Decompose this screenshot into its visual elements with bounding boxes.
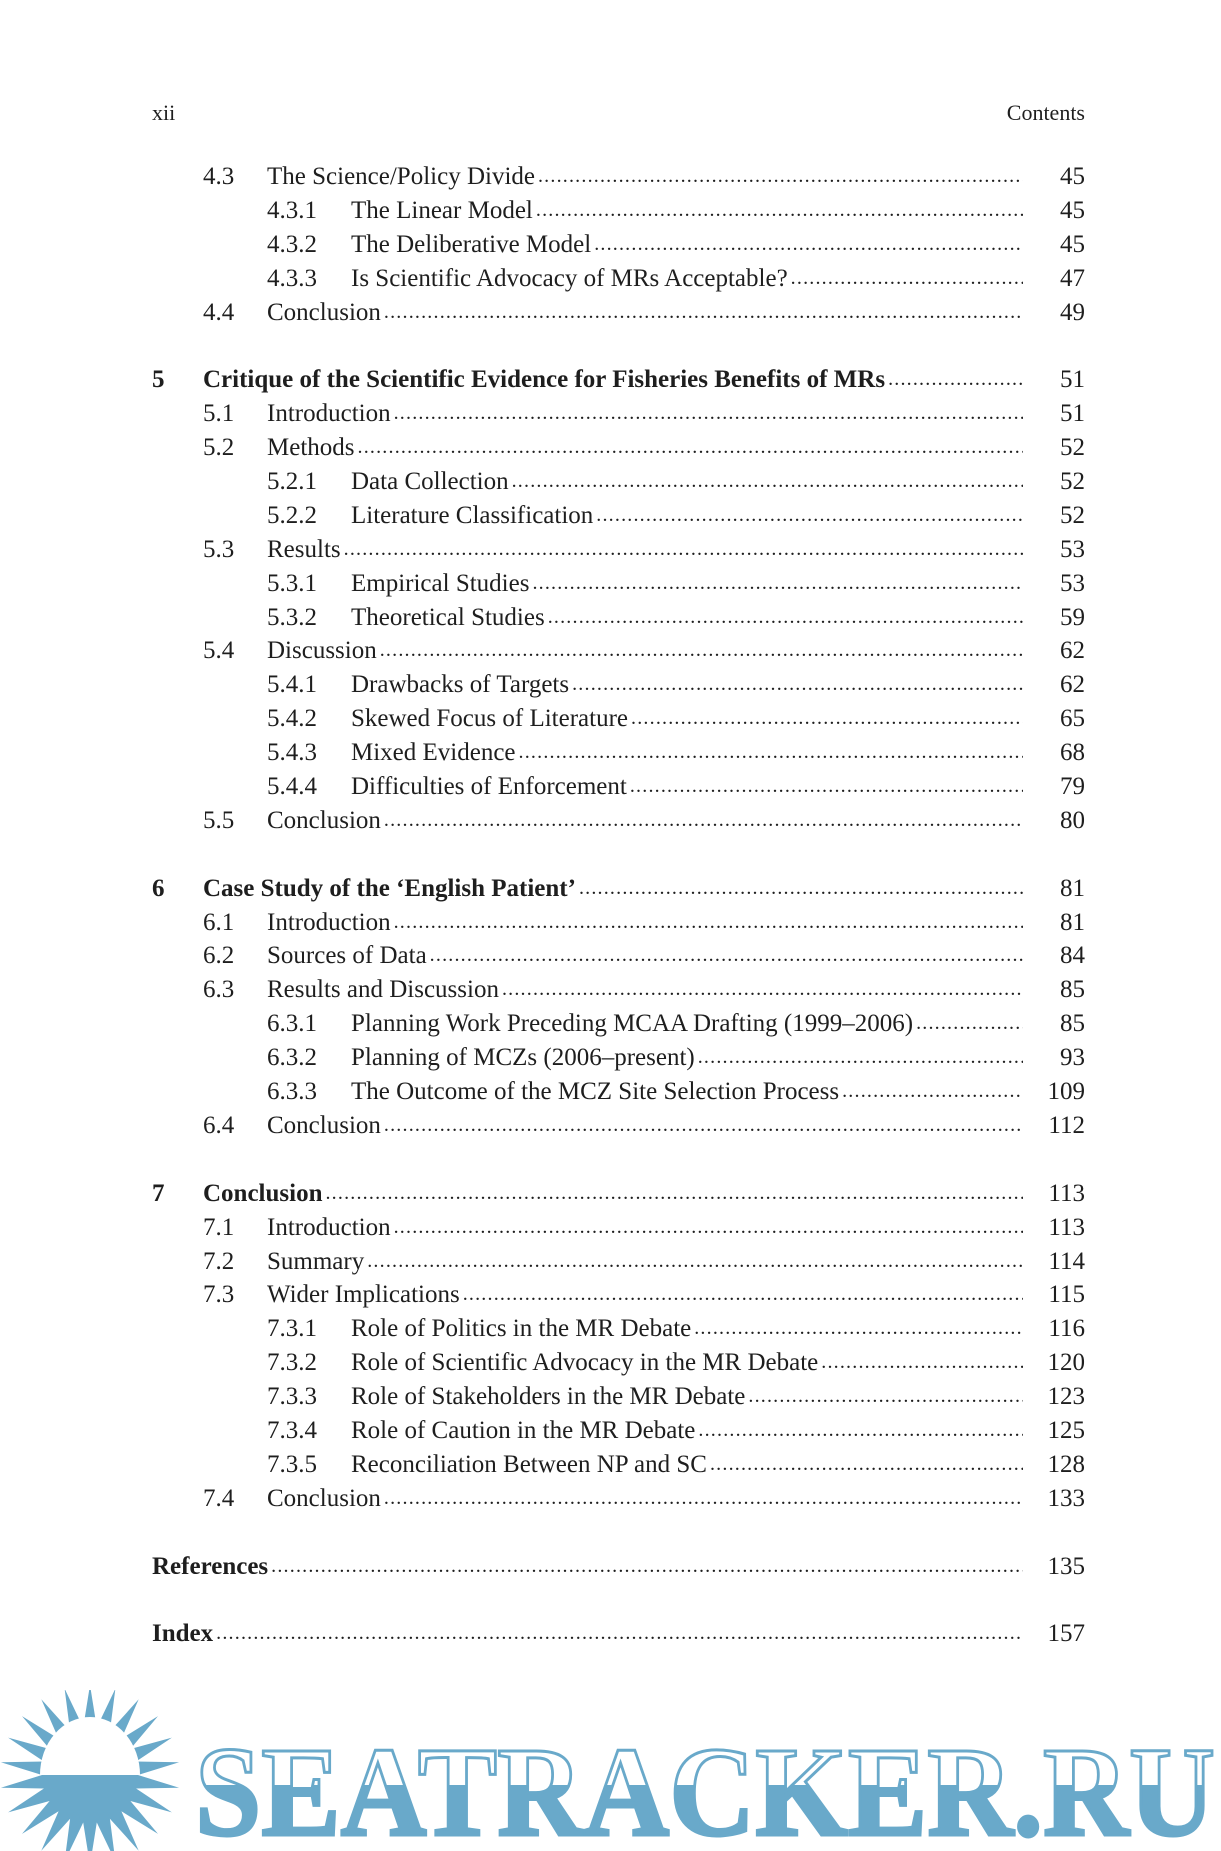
toc-entry-subsection[interactable]: [0, 567, 1221, 601]
entry-title[interactable]: Literature Classification: [351, 501, 594, 529]
entry-number: 7.3.1: [267, 1315, 317, 1343]
entry-page: 109: [1047, 1078, 1085, 1106]
toc-entry-section[interactable]: [0, 973, 1221, 1007]
entry-page: 45: [1060, 163, 1085, 190]
entry-page: 125: [1047, 1416, 1085, 1444]
toc-entry-back[interactable]: [0, 1550, 1221, 1584]
dot-leader: [384, 1109, 1023, 1143]
entry-page: 51: [1060, 400, 1085, 428]
dot-leader: [916, 1007, 1023, 1041]
dot-leader: [821, 1346, 1023, 1380]
entry-number: 4.3.3: [267, 264, 317, 292]
entry-number: 7: [152, 1179, 165, 1207]
toc-entry-section[interactable]: [0, 160, 1221, 194]
dot-leader: [344, 533, 1023, 567]
entry-page: 128: [1047, 1450, 1085, 1478]
toc-entry-back[interactable]: [0, 1617, 1221, 1651]
entry-title[interactable]: Introduction: [267, 1213, 391, 1241]
entry-title[interactable]: Role of Scientific Advocacy in the MR Debate: [351, 1349, 819, 1377]
entry-number: 7.3.4: [267, 1416, 317, 1444]
entry-title[interactable]: Index: [152, 1620, 214, 1648]
dot-leader: [572, 668, 1023, 702]
toc-entry-subsection[interactable]: [0, 1346, 1221, 1380]
dot-leader: [463, 1278, 1023, 1312]
entry-title[interactable]: Summary: [267, 1247, 365, 1275]
entry-title[interactable]: The Outcome of the MCZ Site Selection Process: [351, 1078, 840, 1106]
entry-number: 5.1: [203, 400, 235, 428]
entry-number: 7.1: [203, 1213, 235, 1241]
entry-title[interactable]: Sources of Data: [267, 942, 427, 970]
entry-title[interactable]: Methods: [267, 434, 355, 462]
entry-title[interactable]: Planning of MCZs (2006–present): [351, 1044, 695, 1072]
dot-leader: [271, 1550, 1023, 1584]
entry-page: 53: [1060, 535, 1085, 563]
entry-number: 5.4: [203, 637, 235, 665]
entry-title[interactable]: Conclusion: [267, 1484, 381, 1512]
toc-entry-section[interactable]: [0, 1109, 1221, 1143]
entry-page: 85: [1060, 1010, 1085, 1038]
entry-page: 47: [1060, 264, 1085, 292]
entry-page: 62: [1060, 671, 1085, 699]
entry-title[interactable]: Planning Work Preceding MCAA Drafting (1999–2006): [351, 1010, 914, 1038]
dot-leader: [842, 1075, 1023, 1109]
entry-number: 5.2.1: [267, 468, 317, 496]
running-title: Contents: [1006, 100, 1085, 125]
toc-entry-section[interactable]: [0, 939, 1221, 973]
entry-title[interactable]: Conclusion: [267, 806, 381, 834]
dot-leader: [596, 499, 1023, 533]
toc-entry-section[interactable]: [0, 296, 1221, 330]
entry-title[interactable]: The Deliberative Model: [351, 230, 592, 258]
entry-number: 6.4: [203, 1111, 235, 1139]
toc-entry-section[interactable]: [0, 1482, 1221, 1516]
toc-entry-subsection[interactable]: [0, 736, 1221, 770]
toc-entry-subsection[interactable]: [0, 1380, 1221, 1414]
entry-page: 123: [1047, 1383, 1085, 1411]
toc-entry-section[interactable]: [0, 906, 1221, 940]
entry-number: 6.3: [203, 976, 235, 1004]
entry-page: 45: [1060, 196, 1085, 224]
toc-entry-subsection[interactable]: [0, 465, 1221, 499]
dot-leader: [748, 1380, 1023, 1414]
entry-title[interactable]: Role of Politics in the MR Debate: [351, 1315, 692, 1343]
toc-entry-subsection[interactable]: [0, 1414, 1221, 1448]
dot-leader: [538, 160, 1023, 194]
entry-title[interactable]: Wider Implications: [267, 1281, 460, 1309]
entry-number: 6.3.2: [267, 1044, 317, 1072]
entry-number: 6.1: [203, 908, 235, 936]
entry-number: 4.3: [203, 163, 235, 190]
entry-title[interactable]: Skewed Focus of Literature: [351, 705, 629, 733]
dot-leader: [694, 1312, 1023, 1346]
dot-leader: [394, 397, 1023, 431]
entry-page: 114: [1048, 1247, 1085, 1275]
toc-entry-chapter[interactable]: [0, 872, 1221, 906]
toc-entry-subsection[interactable]: [0, 194, 1221, 228]
entry-title[interactable]: Conclusion: [267, 1111, 381, 1139]
toc-entry-section[interactable]: [0, 1278, 1221, 1312]
dot-leader: [631, 702, 1023, 736]
entry-number: 7.4: [203, 1484, 235, 1512]
entry-title[interactable]: Role of Caution in the MR Debate: [351, 1416, 696, 1444]
entry-title[interactable]: Conclusion: [267, 298, 381, 326]
entry-number: 5.4.2: [267, 705, 317, 733]
dot-leader: [394, 906, 1023, 940]
dot-leader: [430, 939, 1023, 973]
entry-title[interactable]: The Science/Policy Divide: [267, 163, 535, 190]
entry-page: 81: [1060, 874, 1085, 902]
dot-leader: [216, 1617, 1023, 1651]
entry-number: 7.3.3: [267, 1383, 317, 1411]
toc-entry-subsection[interactable]: [0, 668, 1221, 702]
entry-title[interactable]: The Linear Model: [351, 196, 533, 224]
dot-leader: [532, 567, 1023, 601]
entry-page: 45: [1060, 230, 1085, 258]
entry-number: 6: [152, 874, 165, 902]
toc-entry-subsection[interactable]: [0, 702, 1221, 736]
dot-leader: [710, 1448, 1023, 1482]
entry-page: 79: [1060, 773, 1085, 801]
entry-title[interactable]: Theoretical Studies: [351, 603, 545, 631]
entry-title[interactable]: Drawbacks of Targets: [351, 671, 570, 699]
entry-page: 112: [1048, 1111, 1085, 1139]
entry-title[interactable]: Discussion: [267, 637, 377, 665]
entry-number: 6.3.1: [267, 1010, 317, 1038]
spacer: [0, 1516, 1221, 1550]
dot-leader: [384, 296, 1023, 330]
entry-page: 52: [1060, 501, 1085, 529]
toc-entry-chapter[interactable]: [0, 363, 1221, 397]
dot-leader: [579, 872, 1023, 906]
toc-entry-section[interactable]: [0, 431, 1221, 465]
entry-number: 5.4.4: [267, 773, 317, 801]
entry-number: 6.3.3: [267, 1078, 317, 1106]
dot-leader: [512, 465, 1023, 499]
spacer: [0, 1583, 1221, 1617]
dot-leader: [380, 634, 1023, 668]
entry-page: 52: [1060, 434, 1085, 462]
entry-page: 80: [1060, 806, 1085, 834]
toc-entry-subsection[interactable]: [0, 1448, 1221, 1482]
entry-title[interactable]: Empirical Studies: [351, 569, 530, 597]
toc-entry-section[interactable]: [0, 397, 1221, 431]
entry-number: 5.4.3: [267, 739, 317, 767]
entry-number: 5: [152, 366, 165, 394]
entry-page: 133: [1047, 1484, 1085, 1512]
entry-title[interactable]: Role of Stakeholders in the MR Debate: [351, 1383, 746, 1411]
spacer: [0, 1143, 1221, 1177]
toc-entry-section[interactable]: [0, 533, 1221, 567]
entry-title[interactable]: Data Collection: [351, 468, 509, 496]
entry-number: 7.3: [203, 1281, 235, 1309]
spacer: [0, 329, 1221, 363]
entry-page: 62: [1060, 637, 1085, 665]
entry-page: 93: [1060, 1044, 1085, 1072]
entry-title[interactable]: Mixed Evidence: [351, 739, 516, 767]
entry-page: 116: [1048, 1315, 1085, 1343]
dot-leader: [502, 973, 1023, 1007]
entry-number: 7.2: [203, 1247, 235, 1275]
entry-number: 5.2: [203, 434, 235, 462]
entry-page: 68: [1060, 739, 1085, 767]
entry-page: 49: [1060, 298, 1085, 326]
toc-entry-subsection[interactable]: [0, 228, 1221, 262]
entry-page: 135: [1047, 1552, 1085, 1580]
entry-page: 52: [1060, 468, 1085, 496]
dot-leader: [367, 1245, 1023, 1279]
dot-leader: [519, 736, 1023, 770]
toc-entry-section[interactable]: [0, 634, 1221, 668]
dot-leader: [698, 1041, 1023, 1075]
entry-title[interactable]: Reconciliation Between NP and SC: [351, 1450, 707, 1478]
watermark-text: SEATRACKER.RU: [195, 1721, 1215, 1851]
sun-icon: [1, 1690, 179, 1851]
entry-page: 113: [1048, 1179, 1085, 1207]
entry-title[interactable]: Conclusion: [203, 1179, 323, 1207]
dot-leader: [384, 804, 1023, 838]
entry-number: 5.4.1: [267, 671, 317, 699]
toc-entry-section[interactable]: [0, 1211, 1221, 1245]
dot-leader: [630, 770, 1023, 804]
entry-number: 5.2.2: [267, 501, 317, 529]
entry-title[interactable]: Introduction: [267, 908, 391, 936]
entry-page: 157: [1047, 1620, 1085, 1648]
entry-title[interactable]: Critique of the Scientific Evidence for Fisheries Benefits of MRs: [203, 366, 886, 394]
entry-page: 113: [1048, 1213, 1085, 1241]
entry-title[interactable]: Case Study of the ‘English Patient’: [203, 874, 576, 902]
toc-entry-subsection[interactable]: [0, 601, 1221, 635]
entry-number: 5.3.2: [267, 603, 317, 631]
entry-page: 51: [1060, 366, 1085, 394]
toc-entry-section[interactable]: [0, 1245, 1221, 1279]
dot-leader: [548, 601, 1023, 635]
entry-page: 85: [1060, 976, 1085, 1004]
entry-page: 84: [1060, 942, 1085, 970]
dot-leader: [594, 228, 1023, 262]
dot-leader: [791, 262, 1023, 296]
toc-entry-chapter[interactable]: [0, 1177, 1221, 1211]
entry-page: 53: [1060, 569, 1085, 597]
dot-leader: [394, 1211, 1023, 1245]
entry-page: 65: [1060, 705, 1085, 733]
entry-number: 5.3: [203, 535, 235, 563]
entry-title[interactable]: Results: [267, 535, 341, 563]
toc-entry-section[interactable]: [0, 804, 1221, 838]
dot-leader: [384, 1482, 1023, 1516]
entry-title[interactable]: Is Scientific Advocacy of MRs Acceptable?: [351, 264, 788, 292]
entry-number: 4.3.1: [267, 196, 317, 224]
entry-number: 4.3.2: [267, 230, 317, 258]
entry-number: 7.3.5: [267, 1450, 317, 1478]
entry-title[interactable]: References: [152, 1552, 269, 1580]
entry-page: 59: [1060, 603, 1085, 631]
dot-leader: [536, 194, 1023, 228]
entry-page: 120: [1047, 1349, 1085, 1377]
entry-page: 81: [1060, 908, 1085, 936]
entry-number: 6.2: [203, 942, 235, 970]
entry-number: 5.5: [203, 806, 235, 834]
toc-entry-subsection[interactable]: [0, 770, 1221, 804]
toc-entry-subsection[interactable]: [0, 1041, 1221, 1075]
toc-entry-subsection[interactable]: [0, 1007, 1221, 1041]
table-of-contents: [0, 160, 1221, 1651]
toc-entry-subsection[interactable]: [0, 499, 1221, 533]
dot-leader: [888, 363, 1023, 397]
entry-title[interactable]: Results and Discussion: [267, 976, 499, 1004]
dot-leader: [325, 1177, 1023, 1211]
entry-page: 115: [1048, 1281, 1085, 1309]
page-number: xii: [152, 100, 176, 125]
entry-number: 5.3.1: [267, 569, 317, 597]
toc-entry-subsection[interactable]: [0, 1075, 1221, 1109]
dot-leader: [358, 431, 1024, 465]
dot-leader: [698, 1414, 1023, 1448]
toc-entry-subsection[interactable]: [0, 262, 1221, 296]
spacer: [0, 838, 1221, 872]
watermark-logo: [0, 1690, 1221, 1851]
entry-number: 4.4: [203, 298, 235, 326]
entry-title[interactable]: Introduction: [267, 400, 391, 428]
toc-entry-subsection[interactable]: [0, 1312, 1221, 1346]
entry-title[interactable]: Difficulties of Enforcement: [351, 773, 627, 801]
entry-number: 7.3.2: [267, 1349, 317, 1377]
